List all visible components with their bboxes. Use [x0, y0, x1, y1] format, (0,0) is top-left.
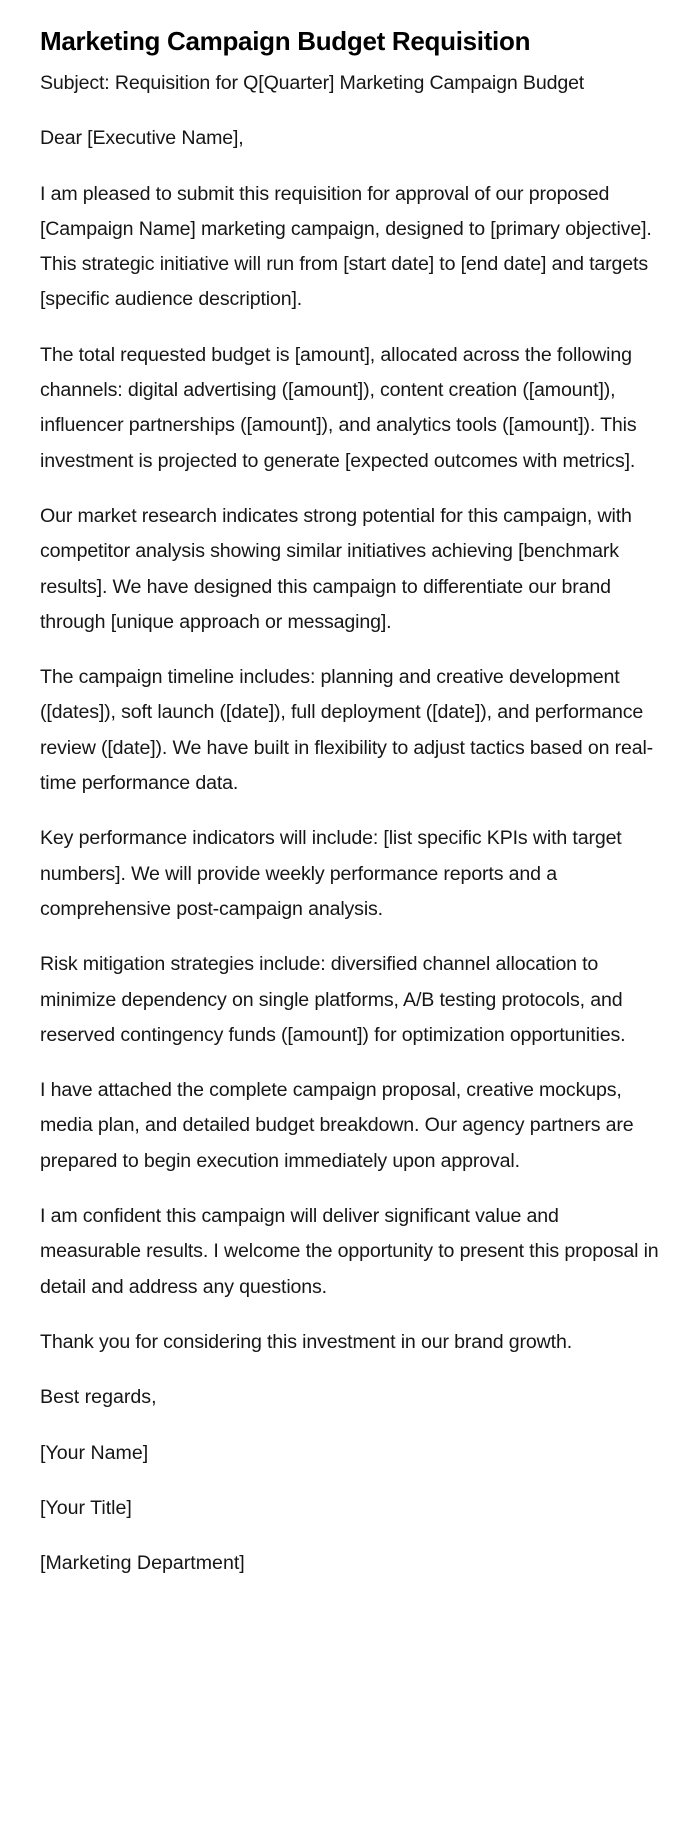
signature-department: [Marketing Department]: [40, 1552, 245, 1575]
paragraph-risk-mitigation: Risk mitigation strategies include: diversified channel allocation to minimize dependency on single platforms, A/B testing protocols, and reserved contingency funds ([amount]) for optimization opportunities.: [40, 953, 626, 1046]
signature-name: [Your Name]: [40, 1441, 149, 1464]
paragraph-budget-allocation: The total requested budget is [amount], allocated across the following channels: digital advertising ([amount]), content creation ([amount]), influencer partnerships ([amount]), and analytics tools ([amount]). This investment is projected to generate [expected outcomes with metrics].: [40, 343, 637, 472]
paragraph-kpis: Key performance indicators will include: [list specific KPIs with target numbers]. We will provide weekly performance reports and a comprehensive post-campaign analysis.: [40, 827, 622, 920]
closing: Best regards,: [40, 1386, 157, 1409]
signature-title: [Your Title]: [40, 1496, 132, 1519]
paragraph-confidence: I am confident this campaign will deliver significant value and measurable results. I welcome the opportunity to present this proposal in detail and address any questions.: [40, 1205, 659, 1298]
document-title: Marketing Campaign Budget Requisition: [40, 26, 531, 56]
salutation: Dear [Executive Name],: [40, 127, 244, 150]
subject-line: Subject: Requisition for Q[Quarter] Marketing Campaign Budget: [40, 72, 585, 94]
paragraph-attachments: I have attached the complete campaign proposal, creative mockups, media plan, and detailed budget breakdown. Our agency partners are prepared to begin execution immediately upon approval.: [40, 1079, 634, 1172]
paragraph-thanks: Thank you for considering this investment in our brand growth.: [40, 1330, 572, 1353]
paragraph-timeline: The campaign timeline includes: planning and creative development ([dates]), soft launch ([date]), full deployment ([date]), and performance review ([date]). We have built in flexibility to adjust tactics based on real-time performance data.: [40, 666, 654, 795]
paragraph-market-research: Our market research indicates strong potential for this campaign, with competitor analysis showing similar initiatives achieving [benchmark results]. We have designed this campaign to differentiate our brand through [unique approach or messaging].: [40, 504, 632, 633]
paragraph-introduction: I am pleased to submit this requisition for approval of our proposed [Campaign Name] marketing campaign, designed to [primary objective]. This strategic initiative will run from [start date] to [end date] and targets [specific audience description].: [40, 182, 652, 311]
